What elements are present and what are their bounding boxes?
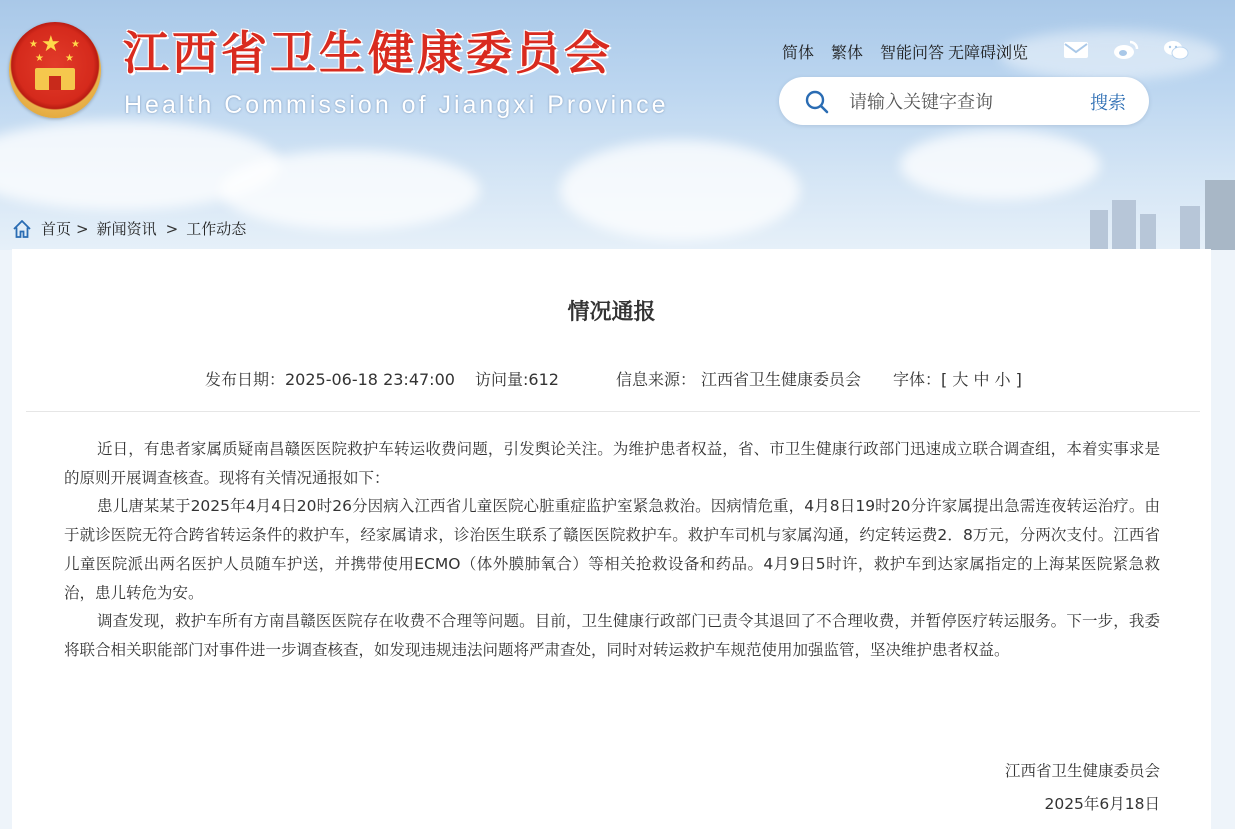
skyline-decoration — [1205, 180, 1235, 250]
source-name: 江西省卫生健康委员会 — [701, 370, 862, 389]
publish-date: 发布日期：2025-06-18 23:47:00 — [205, 370, 455, 389]
paragraph: 患儿唐某某于2025年4月4日20时26分因病入江西省儿童医院心脏重症监护室紧急救治。因病情危重，4月8日19时20分许家属提出急需连夜转运治疗。由于就诊医院无符合跨省转运条件的救护车，经家属请求，诊治医生联系了赣医医院救护车。救护车司机与家属沟通，约定转运费2．8万元，分两次支付。江西省儿童医院派出两名医护人员随车护送，并携带使用ECMO（体外膜肺氧合）等相关抢救设备和药品。4月9日5时许，救护车到达家属指定的上海某医院紧急救治，患儿转危为安。 — [64, 497, 1160, 602]
font-bracket-close: ] — [1015, 370, 1022, 389]
meta-divider — [26, 411, 1200, 412]
font-size-label: 字体： — [893, 370, 942, 389]
weibo-icon[interactable] — [1113, 39, 1139, 61]
font-medium-button[interactable]: 中 — [973, 370, 990, 389]
font-size-control — [941, 367, 1022, 390]
breadcrumb-news[interactable]: 新闻资讯 — [96, 220, 157, 238]
accessibility-link[interactable]: 无障碍浏览 — [948, 43, 1029, 62]
breadcrumb-work-updates[interactable]: 工作动态 — [186, 220, 247, 238]
article-title: 情况通报 — [567, 300, 656, 325]
site-title: 江西省卫生健康委员会 — [123, 26, 613, 80]
skyline-decoration — [1090, 210, 1108, 250]
site-title-english: Health Commission of Jiangxi Province — [124, 91, 669, 119]
smart-qa-link[interactable]: 智能问答 — [880, 43, 945, 62]
search-input[interactable] — [847, 87, 1041, 117]
national-emblem-logo: ★ ★ ★ ★ ★ — [9, 22, 101, 118]
paragraph: 调查发现，救护车所有方南昌赣医医院存在收费不合理等问题。目前，卫生健康行政部门已责令其退回了不合理收费，并暂停医疗转运服务。下一步，我委将联合相关职能部门对事件进一步调查核查，如发现违规违法问题将严肃查处，同时对转运救护车规范使用加强监管，坚决维护患者权益。 — [64, 612, 1160, 659]
signature-organization: 江西省卫生健康委员会 — [1004, 762, 1160, 780]
social-links — [1063, 39, 1189, 61]
font-large-button[interactable]: 大 — [952, 370, 969, 389]
source-label: 信息来源： — [616, 370, 697, 389]
search-icon[interactable] — [805, 90, 829, 114]
view-count: 访问量:612 — [475, 370, 559, 389]
article-panel — [12, 249, 1211, 829]
cloud-decoration — [900, 130, 1100, 200]
breadcrumb — [12, 218, 246, 239]
wechat-icon[interactable] — [1163, 39, 1189, 61]
search-box — [779, 77, 1149, 125]
font-small-button[interactable]: 小 — [994, 370, 1011, 389]
skyline-decoration — [1140, 214, 1156, 250]
traditional-chinese-link[interactable]: 繁体 — [831, 43, 864, 62]
mail-icon[interactable] — [1063, 39, 1089, 61]
simplified-chinese-link[interactable]: 简体 — [782, 43, 815, 62]
paragraph: 近日，有患者家属质疑南昌赣医医院救护车转运收费问题，引发舆论关注。为维护患者权益，省、市卫生健康行政部门迅速成立联合调查组，本着实事求是的原则开展调查核查。现将有关情况通报如下： — [64, 440, 1160, 487]
search-button[interactable]: 搜索 — [1090, 93, 1126, 114]
breadcrumb-separator: > — [76, 219, 89, 238]
header-banner — [0, 0, 1235, 250]
skyline-decoration — [1180, 206, 1200, 250]
article-body — [64, 435, 1160, 665]
home-icon[interactable] — [12, 219, 32, 239]
top-links — [782, 40, 1045, 63]
cloud-decoration — [220, 150, 480, 230]
breadcrumb-separator: > — [165, 219, 179, 238]
signature-date: 2025年6月18日 — [1044, 795, 1160, 813]
skyline-decoration — [1112, 200, 1136, 250]
cloud-decoration — [560, 140, 800, 240]
breadcrumb-home[interactable]: 首页 — [41, 220, 72, 238]
font-bracket-open: [ — [941, 370, 948, 389]
